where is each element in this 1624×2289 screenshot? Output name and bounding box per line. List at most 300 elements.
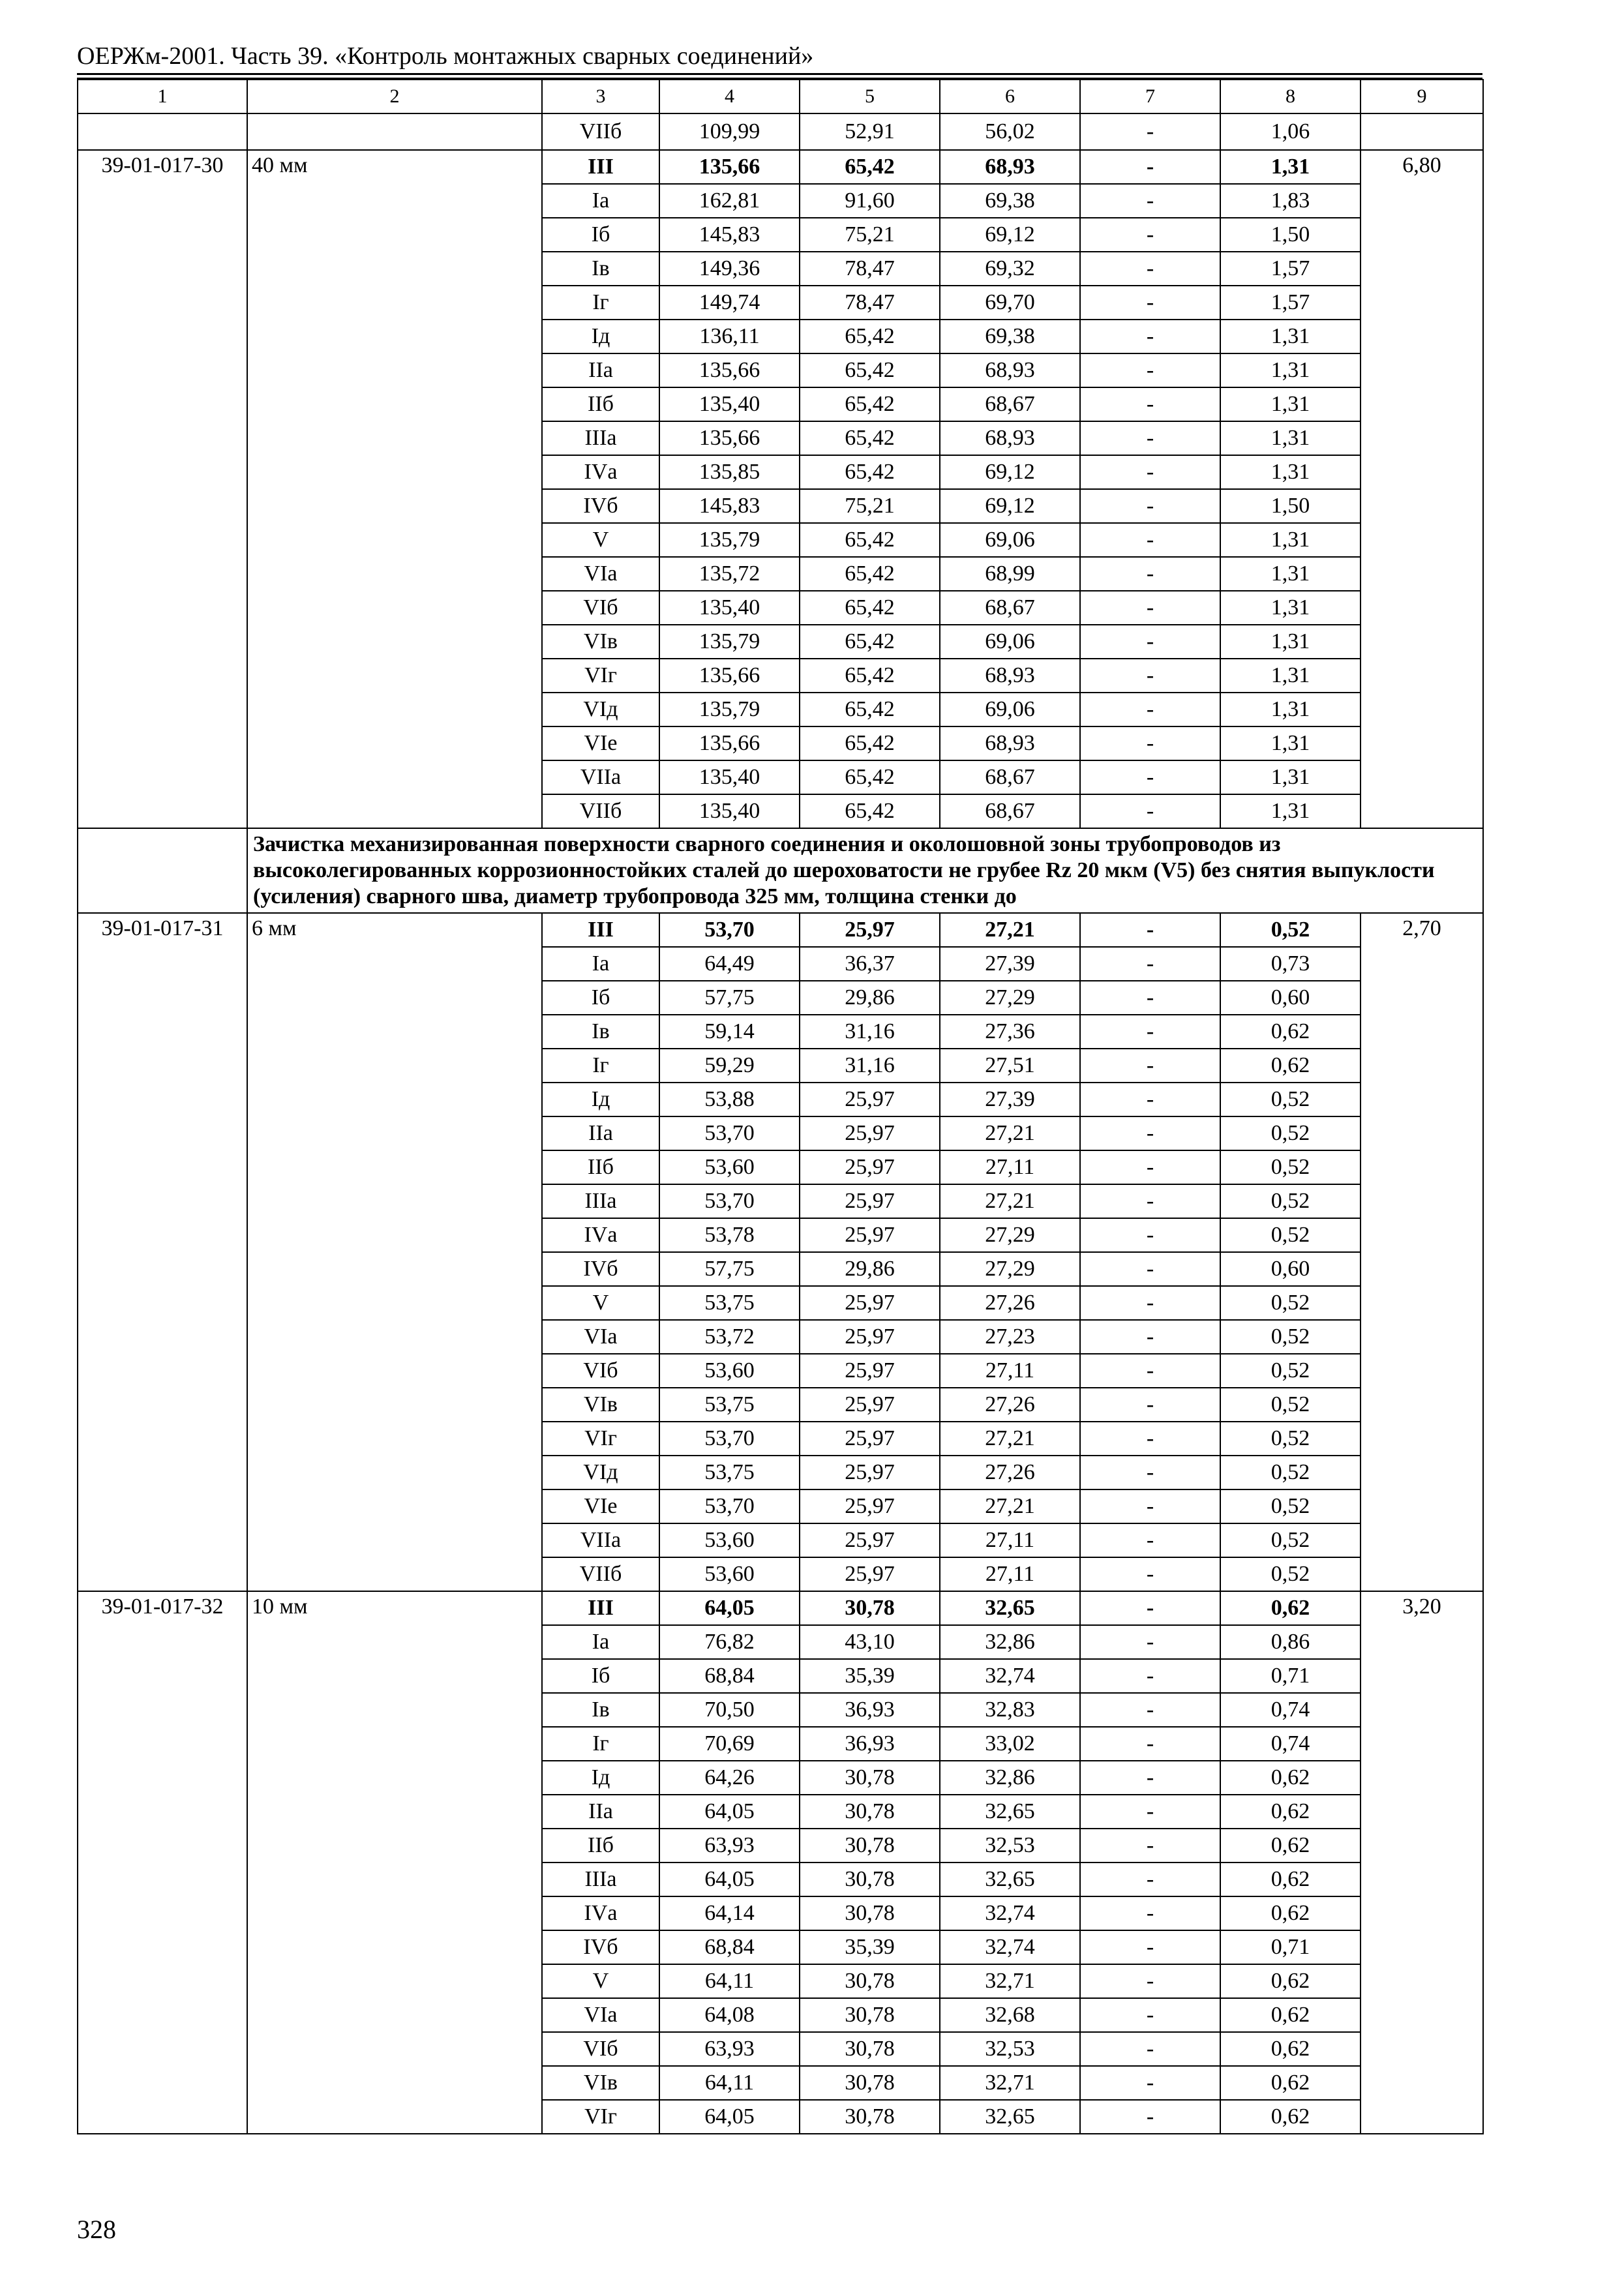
value-cell: 69,38 (940, 184, 1080, 218)
value-cell: 25,97 (800, 1286, 940, 1320)
value-cell: 27,21 (940, 1489, 1080, 1523)
value-cell: - (1080, 1456, 1220, 1489)
value-cell: 64,26 (659, 1761, 800, 1795)
value-cell: Iв (542, 1693, 659, 1727)
value-cell: 1,31 (1220, 625, 1361, 659)
value-cell: 68,99 (940, 557, 1080, 591)
value-cell: 27,21 (940, 1184, 1080, 1218)
value-cell: 69,06 (940, 693, 1080, 726)
value-cell: 1,31 (1220, 523, 1361, 557)
value-cell: VIг (542, 1422, 659, 1456)
value-cell: - (1080, 1998, 1220, 2032)
value-cell: 0,62 (1220, 1863, 1361, 1896)
value-cell: 32,53 (940, 1829, 1080, 1863)
value-cell: - (1080, 1964, 1220, 1998)
value-cell: 1,06 (1220, 113, 1361, 150)
value-cell: 56,02 (940, 113, 1080, 150)
value-cell: IIа (542, 1116, 659, 1150)
value-cell: 0,62 (1220, 2032, 1361, 2066)
value-cell: 69,12 (940, 218, 1080, 252)
value-cell: - (1080, 184, 1220, 218)
value-cell: 0,52 (1220, 1218, 1361, 1252)
value-cell: 149,36 (659, 252, 800, 286)
value-cell: 53,88 (659, 1083, 800, 1116)
value-cell: - (1080, 1489, 1220, 1523)
value-cell: 0,52 (1220, 1489, 1361, 1523)
value-cell: 1,31 (1220, 591, 1361, 625)
value-cell: Iд (542, 320, 659, 353)
value-cell: 30,78 (800, 1896, 940, 1930)
value-cell: 69,06 (940, 625, 1080, 659)
column-number: 9 (1361, 80, 1483, 113)
value-cell: 162,81 (659, 184, 800, 218)
value-cell: 36,93 (800, 1693, 940, 1727)
value-cell: IIа (542, 353, 659, 387)
value-cell: - (1080, 1252, 1220, 1286)
total-cell: 3,20 (1361, 1591, 1483, 2134)
value-cell: 64,11 (659, 2066, 800, 2100)
value-cell: 27,29 (940, 1252, 1080, 1286)
value-cell: 30,78 (800, 1964, 940, 1998)
value-cell: IVа (542, 455, 659, 489)
value-cell: 78,47 (800, 252, 940, 286)
value-cell: 135,79 (659, 523, 800, 557)
value-cell: 27,26 (940, 1286, 1080, 1320)
value-cell: 0,52 (1220, 1184, 1361, 1218)
value-cell: 135,66 (659, 353, 800, 387)
table-row (78, 1591, 1483, 1625)
value-cell: 32,71 (940, 1964, 1080, 1998)
value-cell: 65,42 (800, 387, 940, 421)
value-cell: 64,14 (659, 1896, 800, 1930)
value-cell: 27,11 (940, 1557, 1080, 1591)
value-cell: 68,93 (940, 150, 1080, 184)
value-cell: - (1080, 1557, 1220, 1591)
value-cell: IVб (542, 489, 659, 523)
value-cell: 0,52 (1220, 1354, 1361, 1388)
value-cell: 27,11 (940, 1523, 1080, 1557)
value-cell: 78,47 (800, 286, 940, 320)
value-cell: 0,60 (1220, 981, 1361, 1015)
value-cell: 0,52 (1220, 1116, 1361, 1150)
column-number: 6 (940, 80, 1080, 113)
value-cell: 135,66 (659, 726, 800, 760)
value-cell: - (1080, 1625, 1220, 1659)
value-cell: 135,66 (659, 659, 800, 693)
value-cell: VIIб (542, 794, 659, 828)
value-cell: - (1080, 1083, 1220, 1116)
value-cell: Iг (542, 1727, 659, 1761)
value-cell: 135,79 (659, 693, 800, 726)
value-cell: 135,66 (659, 150, 800, 184)
value-cell: 25,97 (800, 1184, 940, 1218)
value-cell: 27,11 (940, 1150, 1080, 1184)
column-number: 2 (247, 80, 542, 113)
value-cell: 32,65 (940, 1863, 1080, 1896)
value-cell: 0,74 (1220, 1727, 1361, 1761)
value-cell: 32,83 (940, 1693, 1080, 1727)
value-cell: V (542, 1286, 659, 1320)
value-cell: 30,78 (800, 1591, 940, 1625)
value-cell: - (1080, 1829, 1220, 1863)
value-cell: 27,26 (940, 1388, 1080, 1422)
value-cell: 53,72 (659, 1320, 800, 1354)
value-cell: Iб (542, 1659, 659, 1693)
value-cell: 135,40 (659, 794, 800, 828)
value-cell: Iв (542, 252, 659, 286)
value-cell: 27,21 (940, 1422, 1080, 1456)
value-cell: 0,52 (1220, 1388, 1361, 1422)
value-cell: 69,06 (940, 523, 1080, 557)
value-cell: - (1080, 1659, 1220, 1693)
value-cell: 0,62 (1220, 1795, 1361, 1829)
header-rule (77, 73, 1482, 75)
value-cell: 27,21 (940, 913, 1080, 947)
value-cell: VIа (542, 1320, 659, 1354)
value-cell: 1,57 (1220, 286, 1361, 320)
value-cell: 53,70 (659, 1489, 800, 1523)
value-cell: IIб (542, 387, 659, 421)
value-cell: VIг (542, 2100, 659, 2134)
value-cell: 135,40 (659, 591, 800, 625)
value-cell: 53,78 (659, 1218, 800, 1252)
value-cell: 25,97 (800, 1218, 940, 1252)
value-cell: 68,84 (659, 1659, 800, 1693)
value-cell: 135,40 (659, 760, 800, 794)
value-cell: 30,78 (800, 1829, 940, 1863)
value-cell: 68,67 (940, 591, 1080, 625)
value-cell: VIIа (542, 1523, 659, 1557)
value-cell: VIд (542, 1456, 659, 1489)
value-cell: 0,60 (1220, 1252, 1361, 1286)
value-cell: 149,74 (659, 286, 800, 320)
total-cell (1361, 113, 1483, 150)
value-cell: 53,70 (659, 1184, 800, 1218)
value-cell: 69,38 (940, 320, 1080, 353)
value-cell: 32,74 (940, 1930, 1080, 1964)
value-cell: - (1080, 1422, 1220, 1456)
value-cell: 27,11 (940, 1354, 1080, 1388)
value-cell: 68,93 (940, 421, 1080, 455)
value-cell: - (1080, 218, 1220, 252)
value-cell: - (1080, 1930, 1220, 1964)
value-cell: - (1080, 1727, 1220, 1761)
value-cell: 36,93 (800, 1727, 940, 1761)
value-cell: VIа (542, 1998, 659, 2032)
value-cell: 25,97 (800, 1456, 940, 1489)
value-cell: VIб (542, 591, 659, 625)
value-cell: - (1080, 113, 1220, 150)
value-cell: III (542, 913, 659, 947)
value-cell: - (1080, 557, 1220, 591)
value-cell: VIб (542, 1354, 659, 1388)
value-cell: 75,21 (800, 218, 940, 252)
value-cell: 32,65 (940, 1591, 1080, 1625)
value-cell: 25,97 (800, 1388, 940, 1422)
value-cell: 0,52 (1220, 1150, 1361, 1184)
value-cell: 65,42 (800, 726, 940, 760)
value-cell: 64,49 (659, 947, 800, 981)
value-cell: 109,99 (659, 113, 800, 150)
value-cell: 27,21 (940, 1116, 1080, 1150)
value-cell: - (1080, 1523, 1220, 1557)
column-number: 8 (1220, 80, 1361, 113)
value-cell: 0,62 (1220, 1964, 1361, 1998)
value-cell: 68,67 (940, 760, 1080, 794)
thickness-cell: 40 мм (247, 150, 542, 828)
value-cell: - (1080, 625, 1220, 659)
value-cell: 31,16 (800, 1015, 940, 1049)
value-cell: 0,62 (1220, 1896, 1361, 1930)
value-cell: VIг (542, 659, 659, 693)
value-cell: 64,05 (659, 1795, 800, 1829)
value-cell: 64,05 (659, 1591, 800, 1625)
value-cell: 0,62 (1220, 1049, 1361, 1083)
rates-table-body (78, 80, 1483, 2134)
value-cell: 30,78 (800, 2100, 940, 2134)
value-cell: 1,31 (1220, 760, 1361, 794)
value-cell: 29,86 (800, 1252, 940, 1286)
value-cell: - (1080, 1049, 1220, 1083)
value-cell: 27,39 (940, 947, 1080, 981)
value-cell: Iв (542, 1015, 659, 1049)
value-cell: 30,78 (800, 1998, 940, 2032)
value-cell: 91,60 (800, 184, 940, 218)
value-cell: 0,74 (1220, 1693, 1361, 1727)
column-number: 3 (542, 80, 659, 113)
value-cell: 0,62 (1220, 2066, 1361, 2100)
table-row (78, 913, 1483, 947)
value-cell: 1,83 (1220, 184, 1361, 218)
value-cell: 135,85 (659, 455, 800, 489)
value-cell: 0,52 (1220, 1456, 1361, 1489)
value-cell: 30,78 (800, 1795, 940, 1829)
value-cell: Iб (542, 981, 659, 1015)
value-cell: 63,93 (659, 1829, 800, 1863)
value-cell: - (1080, 1218, 1220, 1252)
value-cell: 25,97 (800, 1489, 940, 1523)
value-cell: VIв (542, 1388, 659, 1422)
value-cell: 35,39 (800, 1930, 940, 1964)
value-cell: 65,42 (800, 693, 940, 726)
value-cell: 27,23 (940, 1320, 1080, 1354)
value-cell: 27,29 (940, 1218, 1080, 1252)
value-cell: III (542, 1591, 659, 1625)
value-cell: 135,72 (659, 557, 800, 591)
column-number-row (78, 80, 1483, 113)
table-row (78, 113, 1483, 150)
value-cell: VIд (542, 693, 659, 726)
value-cell: - (1080, 1015, 1220, 1049)
thickness-cell (247, 113, 542, 150)
value-cell: 32,74 (940, 1659, 1080, 1693)
thickness-cell: 6 мм (247, 913, 542, 1591)
value-cell: 65,42 (800, 794, 940, 828)
value-cell: 65,42 (800, 421, 940, 455)
value-cell: VIе (542, 1489, 659, 1523)
value-cell: 53,60 (659, 1150, 800, 1184)
value-cell: - (1080, 1354, 1220, 1388)
value-cell: 0,71 (1220, 1659, 1361, 1693)
section-blank-cell (78, 828, 247, 913)
value-cell: VIIб (542, 1557, 659, 1591)
value-cell: IVа (542, 1218, 659, 1252)
value-cell: 70,69 (659, 1727, 800, 1761)
value-cell: 145,83 (659, 218, 800, 252)
value-cell: 25,97 (800, 1354, 940, 1388)
value-cell: 32,65 (940, 1795, 1080, 1829)
value-cell: V (542, 523, 659, 557)
value-cell: Iб (542, 218, 659, 252)
column-number: 1 (78, 80, 247, 113)
value-cell: IIа (542, 1795, 659, 1829)
value-cell: 70,50 (659, 1693, 800, 1727)
page-header-title: ОЕРЖм-2001. Часть 39. «Контроль монтажных сварных соединений» (77, 42, 814, 70)
value-cell: IIб (542, 1829, 659, 1863)
value-cell: 64,08 (659, 1998, 800, 2032)
thickness-cell: 10 мм (247, 1591, 542, 2134)
value-cell: 64,11 (659, 1964, 800, 1998)
code-cell: 39-01-017-31 (78, 913, 247, 1591)
section-heading: Зачистка механизированная поверхности сварного соединения и околошовной зоны трубопроводов из высоколегированных коррозионностойких сталей до шероховатости не грубее Rz 20 мкм (V5) без снятия выпуклости (усиления) сварного шва, диаметр трубопровода 325 мм, толщина стенки до (247, 828, 1483, 913)
value-cell: 32,53 (940, 2032, 1080, 2066)
value-cell: 1,31 (1220, 353, 1361, 387)
value-cell: 1,31 (1220, 726, 1361, 760)
value-cell: 68,93 (940, 353, 1080, 387)
value-cell: 27,39 (940, 1083, 1080, 1116)
value-cell: 52,91 (800, 113, 940, 150)
value-cell: - (1080, 1693, 1220, 1727)
value-cell: 69,32 (940, 252, 1080, 286)
value-cell: III (542, 150, 659, 184)
value-cell: - (1080, 1896, 1220, 1930)
page-number: 328 (77, 2215, 116, 2244)
value-cell: 25,97 (800, 1422, 940, 1456)
value-cell: Iд (542, 1761, 659, 1795)
total-cell: 2,70 (1361, 913, 1483, 1591)
value-cell: 68,84 (659, 1930, 800, 1964)
value-cell: 57,75 (659, 981, 800, 1015)
value-cell: - (1080, 913, 1220, 947)
value-cell: 68,67 (940, 387, 1080, 421)
value-cell: 36,37 (800, 947, 940, 981)
value-cell: - (1080, 320, 1220, 353)
table-row (78, 150, 1483, 184)
value-cell: 53,60 (659, 1523, 800, 1557)
value-cell: - (1080, 1286, 1220, 1320)
value-cell: 27,51 (940, 1049, 1080, 1083)
value-cell: 1,31 (1220, 150, 1361, 184)
value-cell: 30,78 (800, 2066, 940, 2100)
value-cell: 135,79 (659, 625, 800, 659)
value-cell: 75,21 (800, 489, 940, 523)
value-cell: 25,97 (800, 913, 940, 947)
value-cell: 68,67 (940, 794, 1080, 828)
value-cell: Iд (542, 1083, 659, 1116)
value-cell: 135,40 (659, 387, 800, 421)
value-cell: 25,97 (800, 1320, 940, 1354)
value-cell: 27,26 (940, 1456, 1080, 1489)
value-cell: 1,31 (1220, 387, 1361, 421)
value-cell: V (542, 1964, 659, 1998)
value-cell: 1,50 (1220, 489, 1361, 523)
value-cell: - (1080, 693, 1220, 726)
code-cell (78, 113, 247, 150)
total-cell: 6,80 (1361, 150, 1483, 828)
value-cell: VIIб (542, 113, 659, 150)
value-cell: 64,05 (659, 1863, 800, 1896)
value-cell: 65,42 (800, 625, 940, 659)
value-cell: 0,73 (1220, 947, 1361, 981)
column-number: 7 (1080, 80, 1220, 113)
code-cell: 39-01-017-32 (78, 1591, 247, 2134)
value-cell: 53,60 (659, 1557, 800, 1591)
value-cell: 145,83 (659, 489, 800, 523)
value-cell: 65,42 (800, 455, 940, 489)
value-cell: 69,70 (940, 286, 1080, 320)
column-number: 4 (659, 80, 800, 113)
value-cell: - (1080, 659, 1220, 693)
value-cell: 68,93 (940, 726, 1080, 760)
value-cell: 64,05 (659, 2100, 800, 2134)
value-cell: 29,86 (800, 981, 940, 1015)
value-cell: - (1080, 591, 1220, 625)
value-cell: 0,52 (1220, 1422, 1361, 1456)
value-cell: 53,75 (659, 1286, 800, 1320)
value-cell: 65,42 (800, 353, 940, 387)
value-cell: 1,31 (1220, 659, 1361, 693)
value-cell: 1,31 (1220, 320, 1361, 353)
value-cell: IIб (542, 1150, 659, 1184)
value-cell: 25,97 (800, 1150, 940, 1184)
value-cell: VIе (542, 726, 659, 760)
value-cell: - (1080, 421, 1220, 455)
value-cell: 65,42 (800, 557, 940, 591)
value-cell: 65,42 (800, 320, 940, 353)
value-cell: 1,31 (1220, 455, 1361, 489)
value-cell: IVа (542, 1896, 659, 1930)
value-cell: - (1080, 2066, 1220, 2100)
value-cell: - (1080, 726, 1220, 760)
value-cell: 135,66 (659, 421, 800, 455)
value-cell: 32,68 (940, 1998, 1080, 2032)
value-cell: 0,62 (1220, 2100, 1361, 2134)
value-cell: VIв (542, 2066, 659, 2100)
value-cell: 30,78 (800, 1863, 940, 1896)
value-cell: 69,12 (940, 455, 1080, 489)
value-cell: - (1080, 455, 1220, 489)
value-cell: 27,36 (940, 1015, 1080, 1049)
value-cell: - (1080, 1388, 1220, 1422)
value-cell: - (1080, 286, 1220, 320)
value-cell: 1,31 (1220, 557, 1361, 591)
value-cell: IIIа (542, 1184, 659, 1218)
value-cell: - (1080, 1591, 1220, 1625)
value-cell: Iа (542, 1625, 659, 1659)
value-cell: 1,50 (1220, 218, 1361, 252)
value-cell: 0,52 (1220, 913, 1361, 947)
value-cell: VIв (542, 625, 659, 659)
value-cell: 31,16 (800, 1049, 940, 1083)
value-cell: 0,62 (1220, 1998, 1361, 2032)
value-cell: 33,02 (940, 1727, 1080, 1761)
value-cell: 59,14 (659, 1015, 800, 1049)
value-cell: 27,29 (940, 981, 1080, 1015)
value-cell: - (1080, 1761, 1220, 1795)
value-cell: - (1080, 760, 1220, 794)
value-cell: 43,10 (800, 1625, 940, 1659)
value-cell: Iг (542, 286, 659, 320)
